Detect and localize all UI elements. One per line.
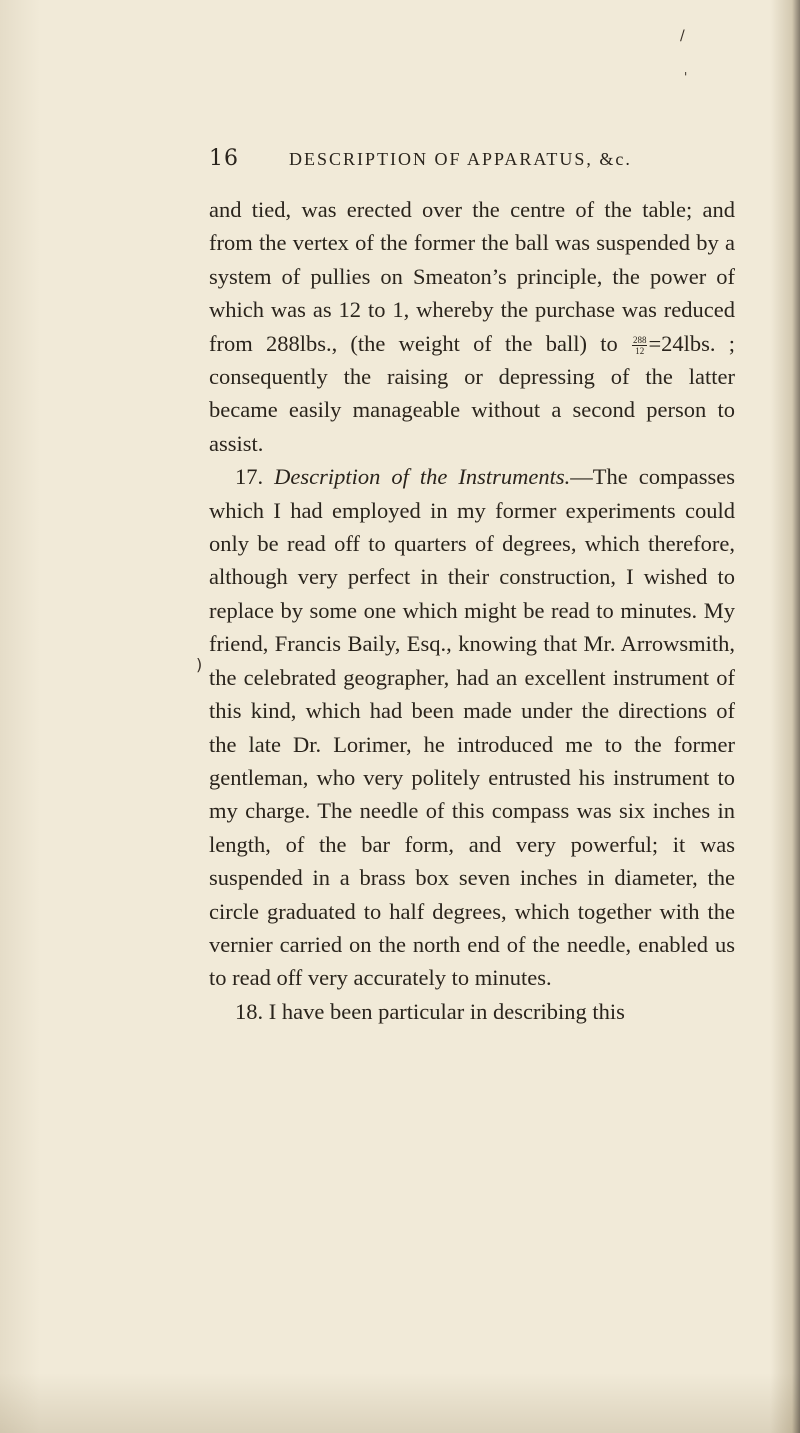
- fraction-numerator: 288: [632, 334, 647, 345]
- paragraph-2-text: —The compasses which I had employed in my former experiments could only be read off to quarters of degrees, which therefore, although very perfect in their construction, I wished to replace by some one which might be read to minutes. My friend, Francis Baily, Esq., knowing that Mr. Arrowsmith, the celebrated geographer, had an excellent instrument of this kind, which had been made under the directions of the late Dr. Lorimer, he introduced me to the former gentleman, who very politely entrusted his instrument to my charge. The needle of this compass was six inches in length, of the bar form, and very powerful; it was suspended in a brass box seven inches in diameter, the circle graduated to half degrees, which together with the vernier carried on the north end of the needle, enabled us to read off very accurately to minutes.: [209, 464, 736, 991]
- paragraph-3: [209, 995, 735, 1028]
- running-head: DESCRIPTION OF APPARATUS, &c.: [289, 149, 632, 169]
- section-heading: Description of the Instruments.: [274, 464, 571, 490]
- body-text: [209, 193, 735, 1028]
- para1-text-end: =24lbs. ; consequently the raising or depressing of the latter became easily manageable without a second person to assist.: [209, 330, 735, 456]
- page-header: [209, 146, 709, 174]
- fraction: [632, 335, 648, 356]
- para1-text-start: and tied, was erected over the centre of the table; and from the vertex of the former the ball was suspended by a system of pullies on Smeaton’s principle, the power of which was as 12 to 1, whereby the purchase was reduced from 288lbs., (the weight of the ball) to: [209, 197, 735, 356]
- page-number: 16: [209, 146, 239, 171]
- margin-mark: /: [680, 28, 685, 44]
- section-number: 17.: [235, 464, 264, 490]
- margin-mark: ': [684, 70, 688, 84]
- margin-mark: ): [196, 655, 203, 674]
- paragraph-3-text: 18. I have been particular in describing this: [235, 998, 625, 1024]
- paragraph-1: [209, 193, 735, 460]
- fraction-denominator: 12: [635, 345, 645, 356]
- paragraph-2: [209, 460, 735, 995]
